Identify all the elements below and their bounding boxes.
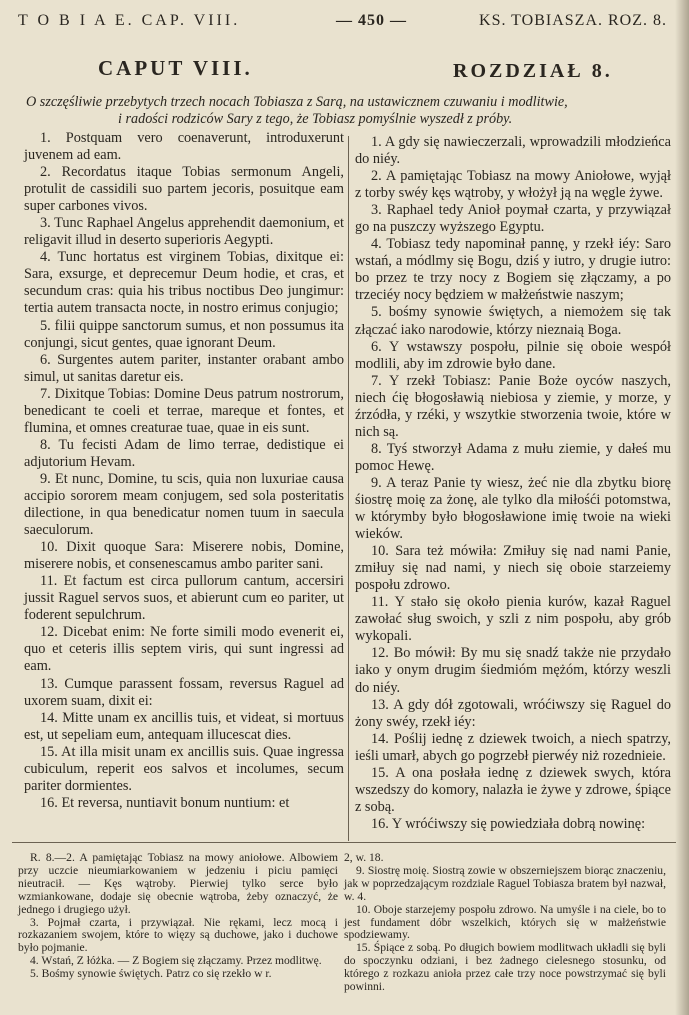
latin-verse: 13. Cumque parassent fossam, reversus Raguel ad uxorem suam, dixit ei:: [24, 675, 344, 709]
commentary-left: [18, 852, 338, 981]
polish-verse: 7. Y rzekł Tobiasz: Panie Boże oyców naszych, niech ćię błogosławią niebiosa y ziemie, y morze, y źrzódła, y rzéki, y wszytkie stworzenia twoie, które w nich są.: [355, 372, 671, 440]
polish-verse: 16. Y wróćiwszy się powiedziała dobrą nowinę:: [371, 815, 646, 832]
polish-verse: 10. Sara też mówiła: Zmiłuy się nad nami Panie, zmiłuy się nad nami, y niech się oboie starzeiemy pospołu zdrowo.: [355, 543, 671, 594]
commentary-note: 15. Śpiące z sobą. Po długich bowiem modlitwach układli się byli do spoczynku odziani, i bez żadnego cielesnego stosunku, od którego z rozkazu anioła przez całe trzy noce powstrzymać się byli powinni.: [344, 941, 666, 994]
latin-verse: 15. At illa misit unam ex ancillis suis. Quae ingressa cubiculum, reperit eos salvos et incolumes, secum pariter dormientes.: [24, 743, 344, 794]
running-head: [18, 12, 667, 36]
running-head-left: T O B I A E. CAP. VIII.: [18, 12, 241, 29]
latin-verse: 9. Et nunc, Domine, tu scis, quia non luxuriae causa accipio sororem meam conjugem, sed sola posteritatis dilectione, in qua benedicatur nomen tuum in saecula saeculorum.: [24, 470, 344, 539]
commentary-note: 10. Oboje starzejemy pospołu zdrowo. Na umyśle i na ciele, bo to jest fundament dóbr wszelkich, których się w małżeństwie spodziewamy.: [344, 902, 666, 942]
latin-verse: 14. Mitte unam ex ancillis tuis, et videat, si mortuus est, ut sepeliam eum, antequam illucescat dies.: [24, 709, 344, 743]
latin-verse: 6. Surgentes autem pariter, instanter orabant ambo simul, ut sanitas daretur eis.: [24, 351, 344, 385]
latin-verse: 16. Et reversa, nuntiavit bonum nuntium: et: [40, 794, 290, 811]
polish-verse: 14. Poślij iednę z dziewek twoich, a niech spatrzy, ieśli umarł, abych go pogrzebł pierwéy niż rozednieie.: [355, 730, 671, 764]
page-edge-shadow: [675, 0, 689, 1015]
latin-verse: 11. Et factum est circa pullorum cantum, accersiri jussit Raguel servos suos, et abierunt cum eo pariter, ut foderent sepulchrum.: [24, 573, 344, 624]
latin-verse: 4. Tunc hortatus est virginem Tobias, dixitque ei: Sara, exsurge, et deprecemur Deum hodie, et cras, et secundum cras: quia his tribus noctibus Deo jungimur: tertia autem transacta nocte, in nostro erimus conjugio;: [24, 249, 344, 317]
latin-verse: 2. Recordatus itaque Tobias sermonum Angeli, protulit de cassidili suo partem jecoris, posuitque eam super carbones vivos.: [24, 164, 344, 215]
commentary-note: 9. Siostrę moię. Siostrą zowie w obszerniejszem biorąc znaczeniu, jak w poprzedzającym rozdziale Raguel Tobiasza bratem był nazwał, w. 4.: [344, 863, 666, 903]
running-head-right: KS. TOBIASZA. ROZ. 8.: [479, 12, 667, 29]
polish-verse: 2. A pamiętając Tobiasz na mowy Aniołowe, wyjął z torby swéy kęs wątroby, y włożył ją na węgle żywe.: [355, 168, 671, 202]
latin-verse: 10. Dixit quoque Sara: Miserere nobis, Domine, miserere nobis, et consenescamus ambo pariter sani.: [24, 539, 344, 573]
polish-verse: 13. A gdy dół zgotowali, wróćiwszy się Raguel do żony swéy, rzekł iéy:: [355, 696, 671, 730]
latin-chapter-title: CAPUT VIII.: [98, 56, 253, 80]
polish-verse: 1. A gdy się nawieczerzali, wprowadzili młodzieńca do niéy.: [355, 134, 671, 168]
summary-line-1: O szczęśliwie przebytych trzech nocach Tobiasza z Sarą, na ustawicznem czuwaniu i modlitwie,: [26, 94, 568, 110]
footnote-rule: [12, 842, 676, 843]
commentary-right: [344, 852, 666, 994]
polish-chapter-title: ROZDZIAŁ 8.: [453, 60, 613, 82]
latin-verse: 8. Tu fecisti Adam de limo terrae, dedistique ei adjutorium Hevam.: [24, 436, 344, 470]
commentary-note: 5. Bośmy synowie świętych. Patrz co się rzekło w r.: [30, 967, 272, 981]
polish-verse: 4. Tobiasz tedy napominał pannę, y rzekł iéy: Saro wstań, a módlmy się Bogu, dziś y iutro, y drugie iutro: bo przez te trzy nocy z Bogiem się złączamy, a po trzeciéy nocy będziem w małżeństwie naszym;: [355, 236, 671, 304]
latin-verse: 7. Dixitque Tobias: Domine Deus patrum nostrorum, benedicant te coeli et terrae, mareque et fontes, et flumina, et omnes creaturae tuae, quae in eis sunt.: [24, 385, 344, 436]
summary-line-2: i radości rodziców Sary z tego, że Tobiasz pomyślnie wyszedł z próby.: [118, 111, 513, 127]
commentary-continuation: 2, w. 18.: [344, 851, 384, 864]
commentary-note: R. 8.—2. A pamiętając Tobiasz na mowy aniołowe. Albowiem przy uczcie nieumiarkowaniem w jedzeniu i piciu pamięci nieutracił. — Kęs wątroby. Pierwiej tylko serce było wzmiankowane, dodaje się obecnie wątroba, żeby oznaczyć, że jednego i drugiego użył.: [18, 851, 338, 916]
polish-verse: 15. A ona posłała iednę z dziewek swych, która wszedszy do komory, nalazła ie żywe y zdrowe, śpiące z sobą.: [355, 764, 671, 815]
polish-verse: 9. A teraz Panie ty wiesz, żeć nie dla zbytku biorę śiostrę moię za żonę, ale tylko dla miłośći potomstwa, w którymby było błogosławione imię twoie na wieki wieków.: [355, 474, 671, 543]
polish-verse: 12. Bo mówił: By mu się snadź także nie przydało iako y onym drugim śiedmióm mężóm, którzy weszli do niéy.: [355, 645, 671, 696]
column-divider: [348, 136, 349, 841]
chapter-summary: [26, 94, 666, 128]
commentary-note: 4. Wstań, Z łóżka. — Z Bogiem się złączamy. Przez modlitwę.: [30, 954, 322, 968]
polish-verse: 8. Tyś stworzył Adama z mułu ziemie, y dałeś mu pomoc Hewę.: [355, 440, 671, 474]
polish-verse: 5. bośmy synowie świętych, a niemożem się tak złączać iako narodowie, którzy nieznaią Boga.: [355, 304, 671, 338]
latin-verse: 5. filii quippe sanctorum sumus, et non possumus ita conjungi, sicut gentes, quae ignorant Deum.: [24, 317, 344, 351]
latin-verse: 1. Postquam vero coenaverunt, introduxerunt juvenem ad eam.: [24, 130, 344, 164]
polish-verse: 11. Y stało się około pienia kurów, kazał Raguel zawołać sług swoich, y szli z nim pospołu, aby grób wykopali.: [355, 594, 671, 645]
page-number: — 450 —: [336, 12, 407, 29]
polish-verse: 6. Y wstawszy pospołu, pilnie się oboie wespół modlili, aby im zdrowie było dane.: [355, 338, 671, 372]
latin-verse: 3. Tunc Raphael Angelus apprehendit daemonium, et religavit illud in deserto superioris Aegypti.: [24, 215, 344, 249]
latin-verse: 12. Dicebat enim: Ne forte simili modo evenerit ei, quo et ceteris illis septem viris, qui sunt ingressi ad eam.: [24, 624, 344, 675]
latin-column: [24, 130, 344, 812]
commentary-note: 3. Pojmał czarta, i przywiązał. Nie rękami, lecz mocą i rozkazaniem swojem, które to więzy są duchowe, jako i duchowe było pojmanie.: [18, 915, 338, 955]
polish-column: [355, 134, 671, 833]
polish-verse: 3. Raphael tedy Anioł poymał czarta, y przywiązał go na puszczy wyższego Egyptu.: [355, 202, 671, 236]
